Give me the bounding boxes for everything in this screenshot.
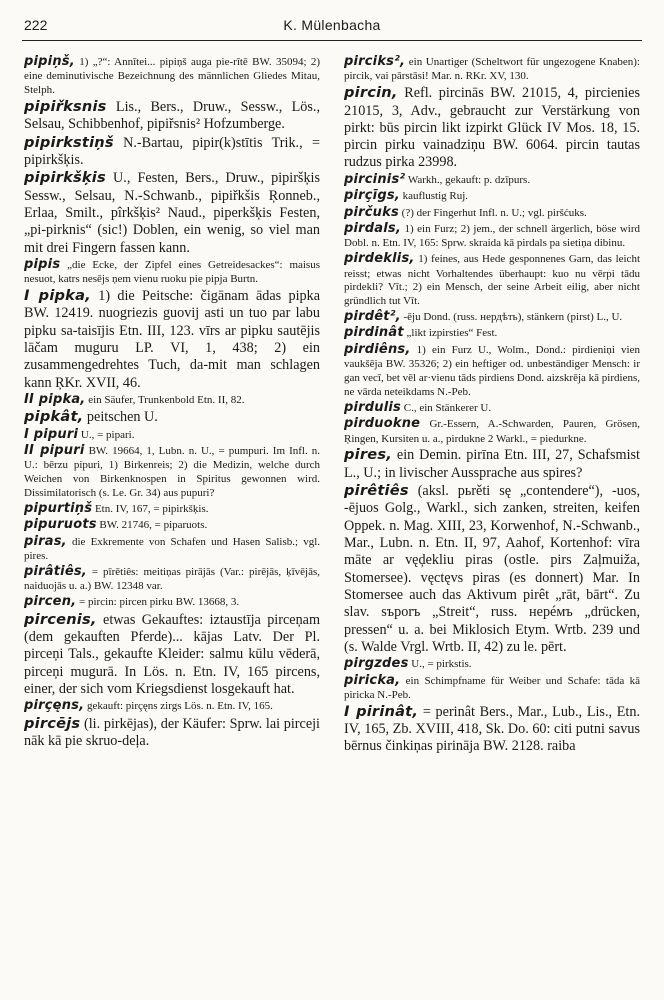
entry-headword: I pipka,: [24, 287, 91, 305]
entry-headword: pipiřksnis: [24, 98, 107, 116]
dictionary-entry: [344, 703, 640, 756]
entry-headword: pircējs: [24, 714, 81, 732]
entry-definition: N.-Bartau, pipir(k)stītis Trik., = pipirkšķis.: [24, 134, 320, 169]
entry-definition: ein Unartiger (Scheltwort für ungezogene Knaben): pircik, vai pārstāsi! Mar. n. RKr. XV, 130.: [344, 56, 640, 83]
dictionary-entry: [24, 287, 320, 392]
entry-definition: (li. pirkējas), der Käufer: Sprw. lai pirceji nāk kā pie skruo-deļa.: [24, 715, 320, 749]
dictionary-entry: [24, 392, 320, 408]
entry-headword: pipirkšķis: [24, 169, 106, 187]
entry-headword: pirçęns,: [24, 698, 85, 714]
dictionary-entry: [344, 400, 640, 416]
entry-definition: gekauft: pirçęns zirgs Lös. n. Etn. IV, 165.: [86, 700, 273, 713]
entry-headword: pircin,: [344, 84, 398, 102]
entry-headword: pipuruots: [24, 517, 97, 533]
entry-headword: pires,: [344, 446, 392, 464]
entry-headword: pipkât,: [24, 408, 84, 426]
entry-headword: pirdinât: [344, 325, 404, 341]
dictionary-entry: [344, 205, 640, 221]
entry-headword: pipis: [24, 256, 61, 272]
entry-definition: peitschen U.: [86, 409, 158, 426]
entry-headword: pircen,: [24, 594, 77, 610]
entry-headword: pirdals,: [344, 220, 401, 236]
entry-definition: „likt izpirsties“ Fest.: [406, 327, 498, 340]
entry-definition: U., = pipari.: [80, 428, 135, 441]
dictionary-entry: [344, 172, 640, 188]
dictionary-entry: [344, 446, 640, 482]
dictionary-entry: [344, 482, 640, 656]
entry-definition: = pīrētiês: meitiņas pirājās (Var.: pirējās, ķīvējās, naiduojās u. a.) BW. 12348 var.: [24, 566, 320, 593]
dictionary-entry: [24, 534, 320, 564]
dictionary-entry: [24, 698, 320, 714]
dictionary-entry: [344, 84, 640, 172]
entry-headword: pipurtiņš: [24, 501, 93, 517]
entry-definition: U., = pirkstis.: [411, 658, 472, 671]
dictionary-entry: [24, 611, 320, 699]
dictionary-entry: [24, 517, 320, 533]
dictionary-entry: [344, 673, 640, 703]
entry-headword: pirčuks: [344, 204, 399, 220]
dictionary-entry: [24, 501, 320, 517]
entry-definition: C., ein Stänkerer U.: [403, 401, 492, 414]
dictionary-entry: [344, 325, 640, 341]
entry-headword: pirâtiês,: [24, 564, 87, 580]
running-title: K. Mülenbacha: [283, 17, 381, 33]
page-header: [22, 14, 642, 41]
dictionary-entry: [24, 169, 320, 257]
entry-definition: U., Festen, Bers., Druw., pipiršķis Sessw., Selsau, N.-Schwanb., pipiřkšis Ŗonneb., Erlaa, Smilt., pîrkšķis² Naud., piperkšķis Festen, „pi-pirknis“ (sic!) Doblen, ein wenig, so viel man mit drei Fingern fassen kann.: [24, 170, 320, 256]
entry-definition: kauflustig Ruj.: [402, 190, 469, 203]
entry-definition: (?) der Fingerhut Infl. n. U.; vgl. piršćuks.: [401, 206, 587, 219]
entry-headword: pircinis²: [344, 171, 406, 187]
dictionary-entry: [24, 257, 320, 287]
entry-headword: II pipka,: [24, 392, 86, 408]
dictionary-entry: [344, 309, 640, 325]
entry-definition: Lis., Bers., Druw., Sessw., Lös., Selsau, Schibbenhof, pipiřsnis² Hofzumberge.: [24, 99, 320, 133]
dictionary-entry: [24, 134, 320, 170]
entry-headword: pircenis,: [24, 610, 97, 628]
dictionary-entry: [24, 564, 320, 594]
entry-definition: 1) ein Furz U., Wolm., Dond.: pirdieniņi vien vaukšēja BW. 35326; 2) ein heftiger od. unbeständiger Mensch: ir gan vecī, bet vēl ar·vienu tāds pirdiens Dond. aizskrēja kā pirdiens, ne vārda neteikdams N.-Peb.: [344, 343, 640, 398]
entry-headword: pirciks²,: [344, 54, 406, 69]
dictionary-entry: [24, 98, 320, 134]
entry-definition: Warkh., gekauft: p. dzīpurs.: [407, 173, 531, 186]
entry-headword: II pipuri: [24, 443, 85, 459]
entry-definition: „die Ecke, der Zipfel eines Getreidesackes“: maisus nesuot, katrs nesējs ņem vienu ruoku pie pipja Burtn.: [24, 258, 320, 286]
dictionary-entry: [344, 221, 640, 251]
dictionary-entry: [24, 594, 320, 610]
entry-definition: = perinât Bers., Mar., Lub., Lis., Etn. IV, 165, Zb. XVIII, 418, Sk. Do. 60: citi putni savus bērnus činkiņas pirināja BW. 2128. raiba: [344, 703, 640, 755]
entry-headword: pirdulis: [344, 399, 401, 415]
entry-headword: pipirkstiņš: [24, 133, 114, 151]
entry-definition: 1) die Peitsche: čigānam ādas pipka BW. 12419. nuogriezis guovij asti un tuo par labu pipku sa-taisījis Etn. III, 123. vīrs ar pipku sautējis lāčam muguru LP. VI, 1, 438; 2) ein zusammengedrehtes Tuch, da-mit man schlagen kann ŖKr. XVII, 46.: [24, 288, 320, 391]
entry-definition: die Exkremente von Schafen und Hasen Salisb.; vgl. pires.: [24, 535, 320, 563]
right-column: [344, 54, 640, 994]
page-number: 222: [24, 17, 48, 33]
entry-definition: -ēju Dond. (russ. нердѣть), stänkern (pirst) L., U.: [403, 311, 623, 324]
entry-definition: Gr.-Essern, A.-Schwarden, Pauren, Grösen, Ŗingen, Kursiten u. a., pirdukne 2 Warkl., = piedurkne.: [344, 418, 640, 445]
dictionary-entry: [24, 715, 320, 751]
dictionary-entry: [24, 408, 320, 426]
entry-definition: BW. 21746, = piparuots.: [99, 519, 208, 532]
entry-definition: 1) feines, aus Hede gesponnenes Garn, das leicht reisst; etwas nicht Vorhaltendes überhaupt: kuo nu vērpi tādu pirdekli? Vīt.; 2) ein Mensch, der seine Arbeit eilig, aber nicht gründlich tut Vīt.: [344, 253, 640, 308]
entry-headword: pirêtiês: [344, 482, 409, 500]
entry-headword: I pirinât,: [344, 702, 419, 720]
entry-headword: pirgzdes: [344, 656, 409, 672]
dictionary-entry: [344, 416, 640, 446]
entry-definition: Etn. IV, 167, = pipirkšķis.: [94, 503, 209, 516]
dictionary-entry: [24, 54, 320, 98]
dictionary-entry: [24, 427, 320, 443]
entry-headword: piricka,: [344, 672, 401, 688]
entry-definition: ein Schimpfname für Weiber und Schafe: tāda kā piricka N.-Peb.: [344, 674, 640, 701]
entry-headword: pirdêt²,: [344, 309, 401, 325]
entry-definition: Refl. pircinās BW. 21015, 4, pircienies 21015, 3, Adv., gebraucht zur Verstärkung von pirkt: būs pircin likt izpirkt Glück IV Mos. 18, 15. pircin pirku vainadziņu BW. 6064. pircin tautas rudzus pirka 23998.: [344, 85, 640, 171]
entry-definition: BW. 19664, 1, Lubn. n. U., = pumpuri. Im Infl. n. U.: bērzu pipuri, 1) Birkenreis; 2) die Medizin, welche durch Weichen von Birkenknospen in Spiritus gewonnen wird. Dissimilatorisch (s. Le. Gr. 34) aus pupuri?: [24, 445, 320, 500]
entry-headword: I pipuri: [24, 426, 79, 442]
dictionary-entry: [344, 54, 640, 84]
dictionary-entry: [344, 188, 640, 204]
dictionary-entry: [344, 251, 640, 309]
dictionary-entry: [344, 342, 640, 400]
entry-headword: pirduokne: [344, 416, 421, 432]
entry-definition: 1) „?“: Annītei... pipiņš auga pie-rītē BW. 35094; 2) eine deminutivische Bezeichnung des männlichen Gliedes Mitau, Stelph.: [24, 56, 320, 97]
entry-definition: (aksl. pьrěti sę „contendere“), -uos, -ējuos Golg., Warkl., sich zanken, streiten, keifen Oppek. n. Mag. XIII, 23, Korwenhof, N.-Schwanb., Mar., Lubn. n. Etn. II, 97, Aahof, Kortenhof: vīra māte ar vęḑekliu piras (ostle. pirs Zaļmuiža, Stomersee). vęctęvs piras (es donnert) Mar. In Stomersee auch das Aktivum pirêt „rāt, bārt“. Zu slav. sъporъ „Streit“, russ. нерéмъ „drücken, pressen“ u. a. bei Miklosich Etym. Wrtb. 239 und (s. Walde Vrgl. Wrtb. II, 42) zu le. pērt.: [344, 483, 640, 655]
entry-definition: ein Säufer, Trunkenbold Etn. II, 82.: [88, 394, 245, 407]
entry-headword: pirdeklis,: [344, 251, 415, 267]
left-column: [24, 54, 320, 994]
entry-definition: etwas Gekauftes: iztaustīja pirceņam (dem gekauften Pferde)... kājas Latv. Der Pl. pirceņi Tals., gekaufte Kleider: salmu kūlu vēderā, pirceņi mugurā. In Lös. n. Etn. IV, 165 pircens, einer, der sich vom Kriegsdienst losgekauft hat.: [24, 611, 320, 697]
entry-headword: pirçīgs,: [344, 188, 400, 204]
entry-headword: pipiņš,: [24, 54, 75, 69]
entry-definition: ein Demin. pirīna Etn. III, 27, Schafsmist L., U.; in livischer Aussprache aus spires?: [344, 447, 640, 481]
entry-definition: = pircin: pircen pirku BW. 13668, 3.: [79, 596, 240, 609]
dictionary-entry: [24, 443, 320, 501]
entry-definition: 1) ein Furz; 2) jem., der schnell ärgerlich, böse wird Dobl. n. Etn. IV, 165: Sprw. skraida kā pirdals pa sietiņa dibinu.: [344, 222, 640, 250]
entry-headword: piras,: [24, 533, 67, 549]
dictionary-entry: [344, 656, 640, 672]
entry-headword: pirdiêns,: [344, 341, 411, 357]
